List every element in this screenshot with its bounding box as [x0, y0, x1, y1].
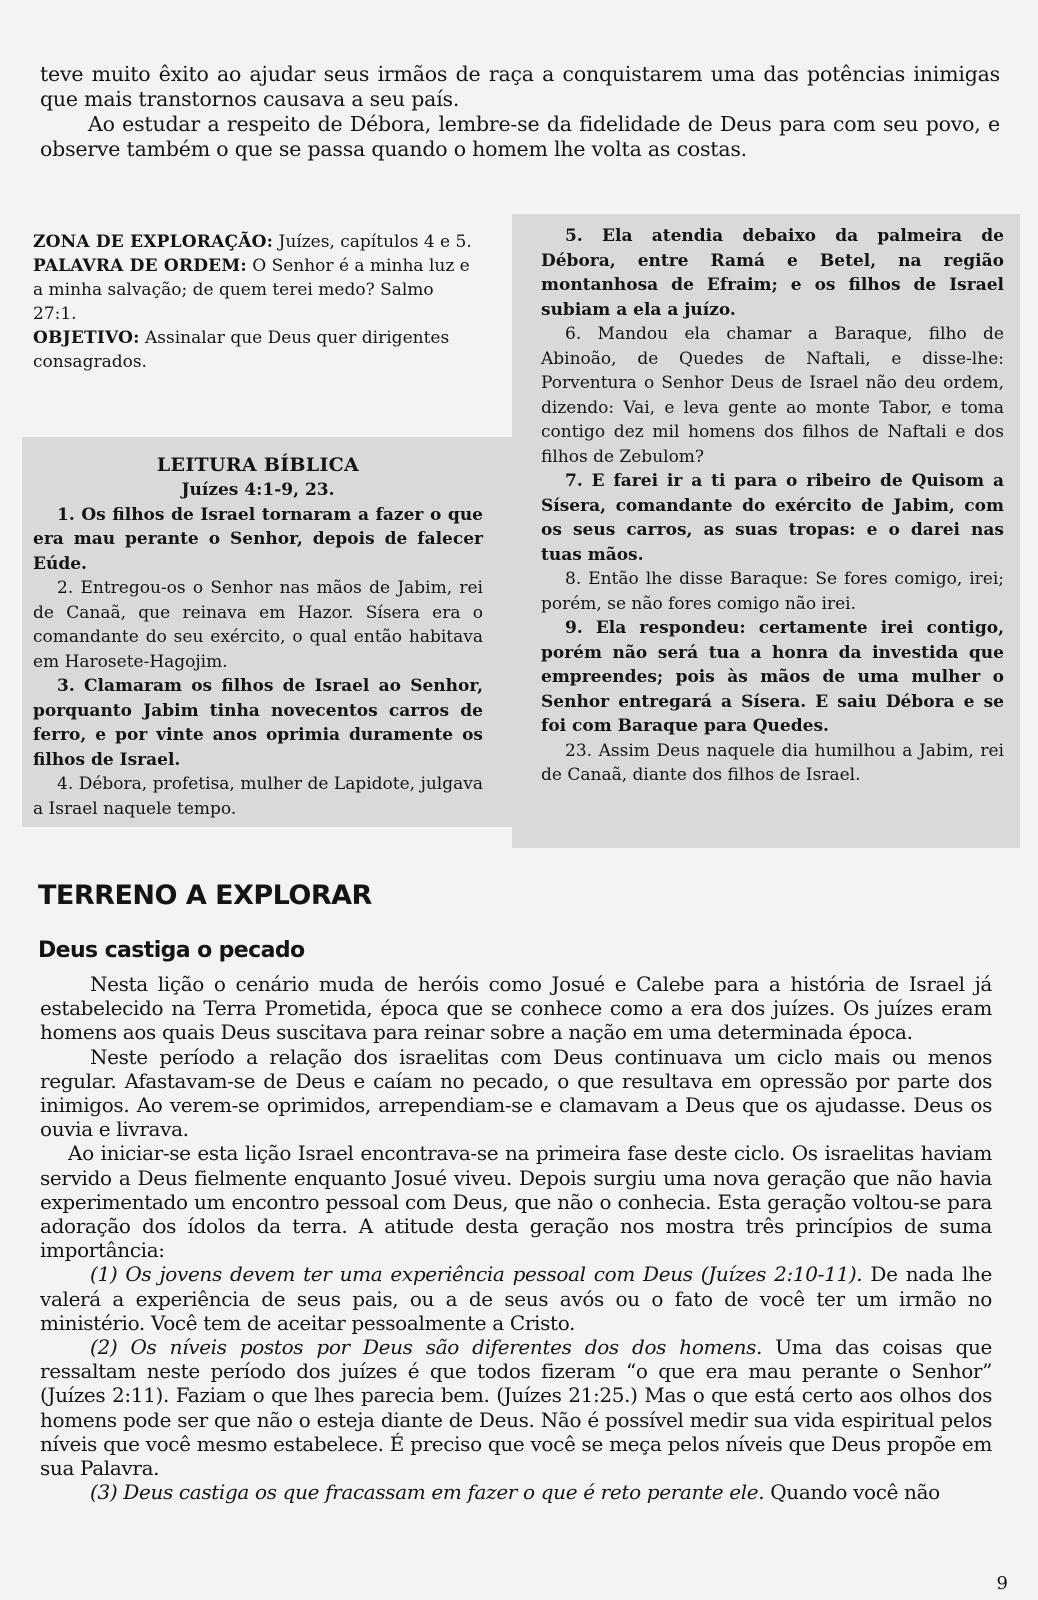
intro-paragraph: teve muito êxito ao ajudar seus irmãos de raça a conquistarem uma das potências inimigas que mais transtornos causava a seu país.: [40, 62, 1000, 111]
exploration-zone: [33, 230, 478, 254]
section-body: [40, 972, 992, 1504]
body-paragraph: [40, 1335, 992, 1480]
zone-label: ZONA DE EXPLORAÇÃO:: [33, 232, 274, 252]
body-paragraph: Nesta lição o cenário muda de heróis como Josué e Calebe para a história de Israel já estabelecido na Terra Prometida, época que se conhece como a era dos juízes. Os juízes eram homens aos quais Deus suscitava para reinar sobre a nação em uma determinada época.: [40, 972, 992, 1045]
intro-text: [40, 62, 1000, 162]
reading-reference: Juízes 4:1-9, 23.: [181, 480, 335, 500]
principle-2: (2) Os níveis postos por Deus são diferentes dos dos homens.: [90, 1335, 763, 1360]
objective-label: OBJETIVO:: [33, 328, 140, 348]
reading-title: LEITURA BÍBLICA: [156, 454, 360, 476]
zone-text: Juízes, capítulos 4 e 5.: [273, 232, 472, 252]
section-title: TERRENO A EXPLORAR: [38, 880, 372, 911]
page-number: 9: [996, 1573, 1008, 1594]
verse: 6. Mandou ela chamar a Baraque, filho de Abinoão, de Quedes de Naftali, e disse-lhe: Porventura o Senhor Deus de Israel não deu ordem, dizendo: Vai, e leva gente ao monte Tabor, e toma contigo dez mil homens dos filhos de Naftali e dos filhos de Zebulom?: [541, 324, 1004, 467]
objective-text: Assinalar que Deus quer dirigentes consagrados.: [33, 328, 450, 372]
verse: 2. Entregou-os o Senhor nas mãos de Jabim, rei de Canaã, que reinava em Hazor. Sísera era o comandante do seu exército, o qual então habitava em Harosete-Hagojim.: [33, 578, 483, 672]
exploration-word: [33, 254, 478, 326]
verse: 1. Os filhos de Israel tornaram a fazer o que era mau perante o Senhor, depois de falecer Eúde.: [33, 504, 483, 574]
verse: 9. Ela respondeu: certamente irei contigo, porém não será tua a honra da investida que empreendes; pois às mãos de uma mulher o Senhor entregará a Sísera. E saiu Débora e se foi com Baraque para Quedes.: [541, 618, 1004, 736]
word-text: O Senhor é a minha luz e a minha salvação; de quem terei medo? Salmo 27:1.: [33, 256, 470, 324]
word-label: PALAVRA DE ORDEM:: [33, 256, 247, 276]
exploration-objective: [33, 326, 478, 374]
verse: 7. E farei ir a ti para o ribeiro de Quisom a Sísera, comandante do exército de Jabim, com os seus carros, as suas tropas: e o darei nas tuas mãos.: [541, 471, 1004, 565]
principle-1: (1) Os jovens devem ter uma experiência pessoal com Deus (Juízes 2:10-11).: [90, 1262, 863, 1287]
intro-paragraph: Ao estudar a respeito de Débora, lembre-se da fidelidade de Deus para com seu povo, e observe também o que se passa quando o homem lhe volta as costas.: [40, 112, 1000, 161]
principle-1-text: De nada lhe valerá a experiência de seus pais, ou a de seus avós ou o fato de você ter um irmão no ministério. Você tem de aceitar pessoalmente a Cristo.: [40, 1262, 993, 1335]
principle-3-text: Quando você não: [764, 1480, 940, 1505]
section-subtitle: Deus castiga o pecado: [38, 938, 305, 963]
body-paragraph: Ao iniciar-se esta lição Israel encontrava-se na primeira fase deste ciclo. Os israelitas haviam servido a Deus fielmente enquanto Josué viveu. Depois surgiu uma nova geração que não havia experimentado um encontro pessoal com Deus, que não o conhecia. Esta geração voltou-se para adoração dos ídolos da terra. A atitude desta geração nos mostra três princípios de suma importância:: [40, 1141, 992, 1263]
body-paragraph: Neste período a relação dos israelitas com Deus continuava um ciclo mais ou menos regular. Afastavam-se de Deus e caíam no pecado, o que resultava em opressão por parte dos inimigos. Ao verem-se oprimidos, arrependiam-se e clamavam a Deus que os ajudasse. Deus os ouvia e livrava.: [40, 1044, 992, 1142]
exploration-box: [33, 230, 478, 374]
verse: 23. Assim Deus naquele dia humilhou a Jabim, rei de Canaã, diante dos filhos de Israel.: [541, 740, 1004, 785]
verse: 4. Débora, profetisa, mulher de Lapidote, julgava a Israel naquele tempo.: [33, 774, 483, 819]
body-paragraph: [40, 1480, 992, 1504]
bible-reading-left: [33, 452, 483, 821]
verse: 5. Ela atendia debaixo da palmeira de Débora, entre Ramá e Betel, na região montanhosa de Efraim; e os filhos de Israel subiam a ela a juízo.: [541, 226, 1004, 320]
principle-2-text: Uma das coisas que ressaltam neste período dos juízes é que todos fizeram “o que era mau perante o Senhor” (Juízes 2:11). Faziam o que lhes parecia bem. (Juízes 21:25.) Mas o que está certo aos olhos dos homens pode ser que não o esteja diante de Deus. Não é possível medir sua vida espiritual pelos níveis que você mesmo estabelece. É preciso que você se meça pelos níveis que Deus propõe em sua Palavra.: [40, 1335, 992, 1481]
verse: 3. Clamaram os filhos de Israel ao Senhor, porquanto Jabim tinha novecentos carros de ferro, e por vinte anos oprimia duramente os filhos de Israel.: [33, 676, 483, 770]
principle-3: (3) Deus castiga os que fracassam em fazer o que é reto perante ele.: [90, 1480, 765, 1505]
body-paragraph: [40, 1262, 992, 1335]
verse: 8. Então lhe disse Baraque: Se fores comigo, irei; porém, se não fores comigo não irei.: [541, 569, 1004, 614]
bible-reading-right: [541, 224, 1004, 788]
